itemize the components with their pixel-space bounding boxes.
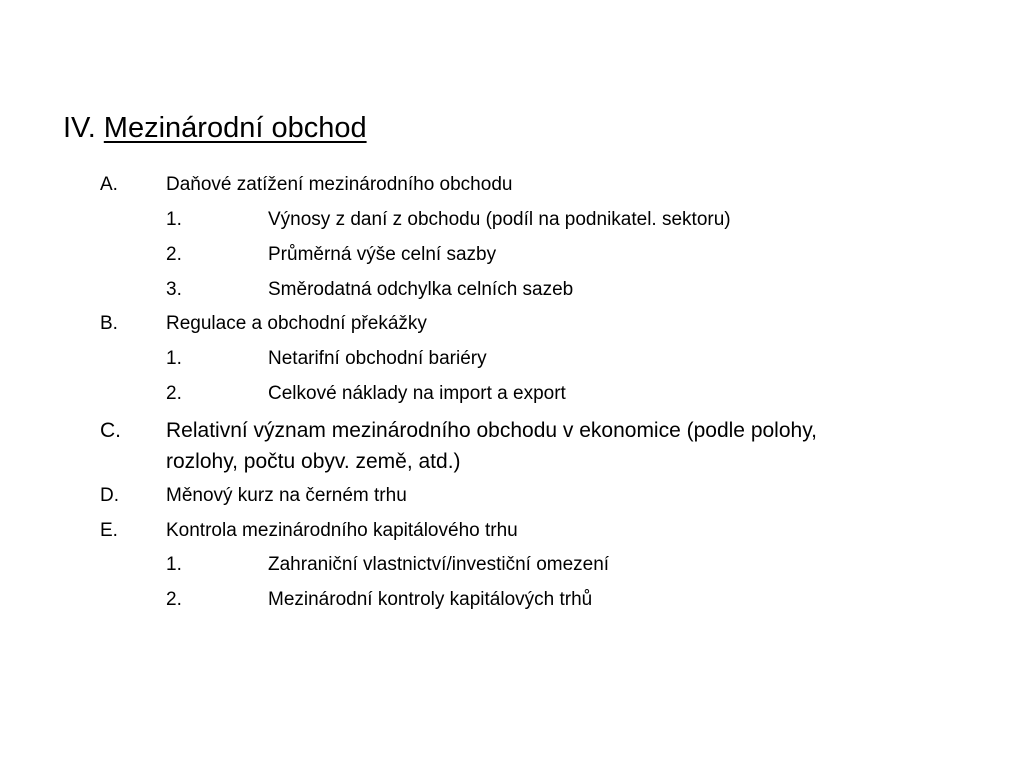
item-text-line2: rozlohy, počtu obyv. země, atd.) <box>166 450 461 473</box>
subitem-marker: 2. <box>166 383 182 404</box>
subitem-marker: 1. <box>166 209 182 230</box>
item-marker: E. <box>100 520 118 541</box>
title-numeral: IV. <box>63 112 96 144</box>
item-text: Regulace a obchodní překážky <box>166 313 427 334</box>
subitem-text: Průměrná výše celní sazby <box>268 244 497 265</box>
item-marker: D. <box>100 485 119 506</box>
subitem-text: Směrodatná odchylka celních sazeb <box>268 279 574 300</box>
subitem-marker: 1. <box>166 348 182 369</box>
item-text: Daňové zatížení mezinárodního obchodu <box>166 174 513 195</box>
subitem-text: Mezinárodní kontroly kapitálových trhů <box>268 589 593 610</box>
subitem-marker: 3. <box>166 279 182 300</box>
item-marker: C. <box>100 419 121 442</box>
subitem-text: Výnosy z daní z obchodu (podíl na podnikatel. sektoru) <box>268 209 731 230</box>
item-marker: A. <box>100 174 118 195</box>
item-text: Kontrola mezinárodního kapitálového trhu <box>166 520 518 541</box>
subitem-marker: 2. <box>166 589 182 610</box>
subitem-marker: 1. <box>166 554 182 575</box>
item-marker: B. <box>100 313 118 334</box>
subitem-text: Netarifní obchodní bariéry <box>268 348 487 369</box>
item-text: Měnový kurz na černém trhu <box>166 485 407 506</box>
title-heading: Mezinárodní obchod <box>103 112 367 144</box>
item-text-line1: Relativní význam mezinárodního obchodu v ekonomice (podle polohy, <box>166 419 817 442</box>
subitem-text: Zahraniční vlastnictví/investiční omezení <box>268 554 610 575</box>
subitem-marker: 2. <box>166 244 182 265</box>
subitem-text: Celkové náklady na import a export <box>268 383 566 404</box>
